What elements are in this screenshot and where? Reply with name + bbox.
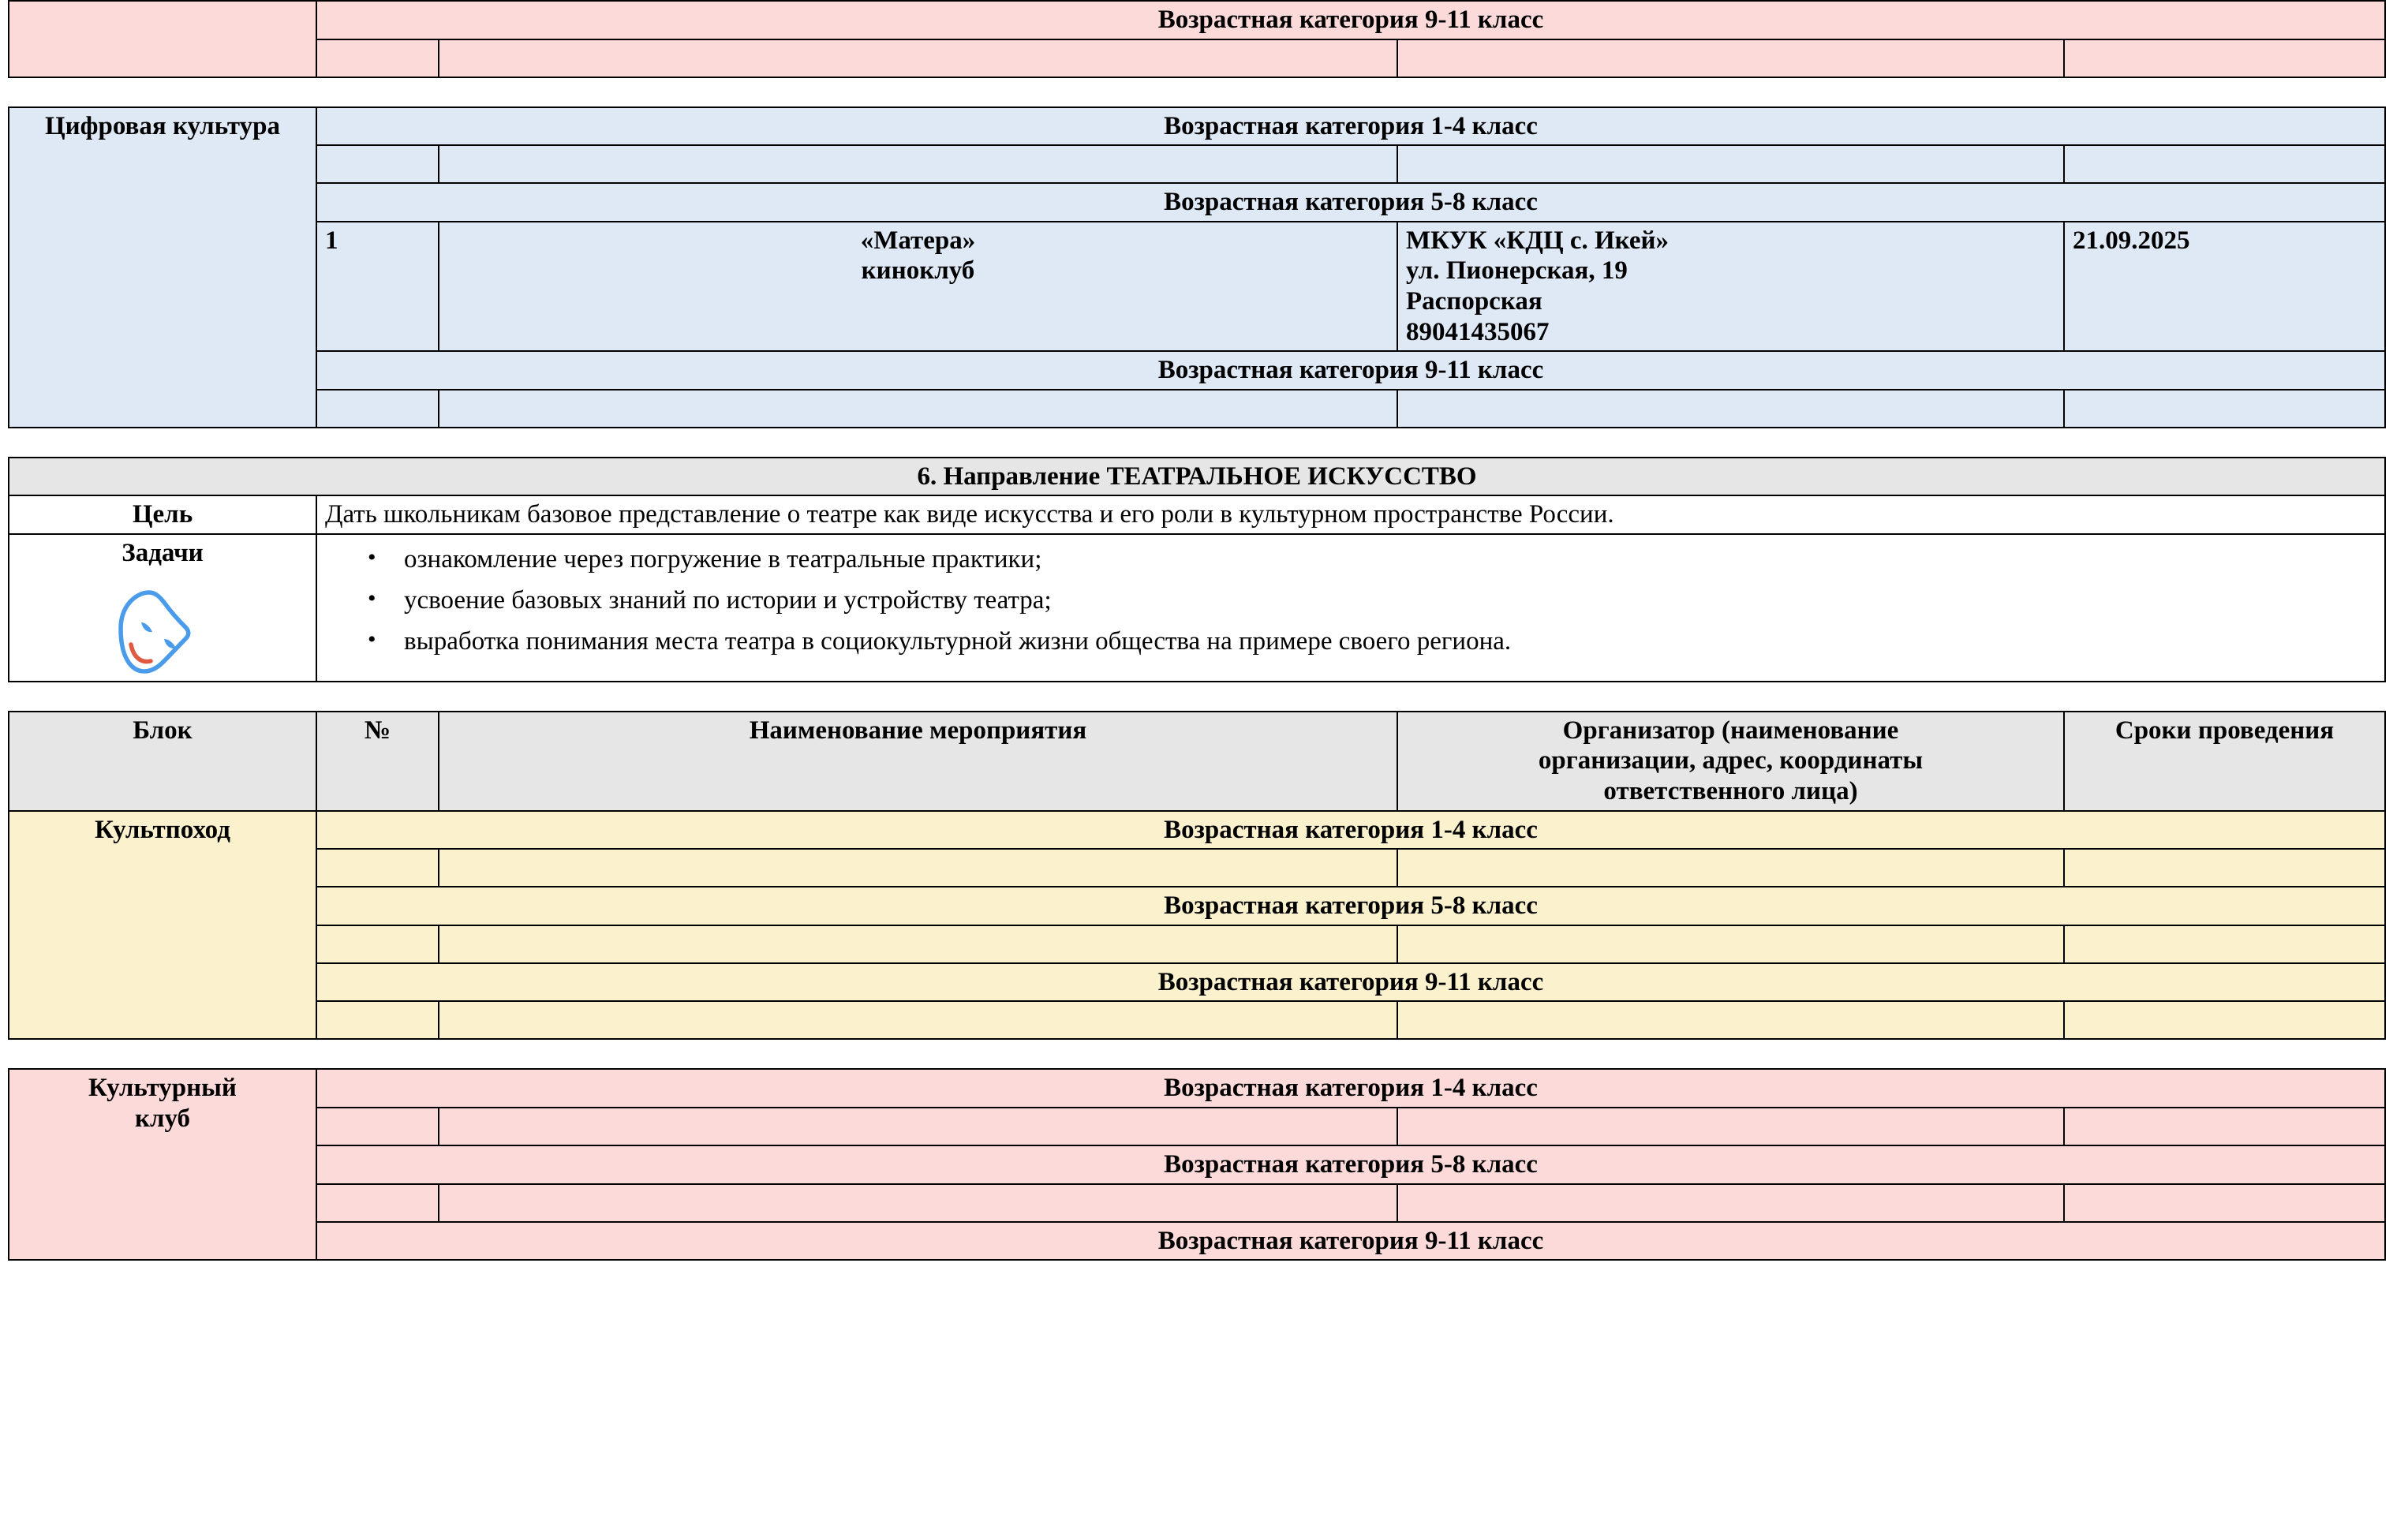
table-row [9, 458, 2385, 496]
table-row [9, 145, 2385, 183]
event-dates-cell[interactable] [2064, 1108, 2385, 1145]
goal-label: Цель [9, 495, 316, 534]
list-item: • усвоение базовых знаний по истории и устройству театра; [401, 582, 2376, 620]
section-title: 6. Направление ТЕАТРАЛЬНОЕ ИСКУССТВО [9, 458, 2385, 496]
age-category-header-1-4: Возрастная категория 1-4 класс [316, 107, 2385, 146]
column-header-organizer [1397, 712, 2064, 811]
age-category-header-1-4: Возрастная категория 1-4 класс [316, 811, 2385, 850]
event-name-cell[interactable] [439, 925, 1397, 963]
event-name-cell[interactable] [439, 222, 1397, 351]
column-header-dates: Сроки проведения [2064, 712, 2385, 811]
table-header-row [9, 712, 2385, 811]
table-row [9, 1069, 2385, 1108]
top-pink-block-table [8, 0, 2386, 78]
table-row [9, 963, 2385, 1002]
block-label-kultpohod: Культпоход [9, 811, 316, 1040]
block-label-digital-culture: Цифровая культура [9, 107, 316, 428]
section-gap [8, 1040, 2384, 1068]
table-row [9, 39, 2385, 77]
table-row [9, 1108, 2385, 1145]
event-organizer-cell[interactable] [1397, 1184, 2064, 1222]
event-number-cell[interactable] [316, 1001, 439, 1039]
age-category-header-5-8: Возрастная категория 5-8 класс [316, 1145, 2385, 1184]
block-label-line2: клуб [134, 1104, 191, 1133]
table-row [9, 1222, 2385, 1261]
table-row [9, 1184, 2385, 1222]
event-name-cell[interactable] [439, 1184, 1397, 1222]
event-organizer-cell[interactable] [1397, 145, 2064, 183]
organizer-phone: 89041435067 [1406, 317, 1550, 346]
tasks-label: Задачи [122, 539, 204, 568]
organizer-header-line1: Организатор (наименование [1562, 716, 1899, 745]
event-name-cell[interactable] [439, 145, 1397, 183]
section-gap [8, 78, 2384, 106]
table-row [9, 351, 2385, 390]
event-name-cell[interactable] [439, 849, 1397, 887]
event-dates-cell[interactable] [2064, 1184, 2385, 1222]
organizer-header-line2: организации, адрес, координаты [1538, 746, 1924, 775]
table-row [9, 849, 2385, 887]
tasks-cell [316, 534, 2385, 682]
event-organizer-cell[interactable] [1397, 222, 2064, 351]
event-number-cell[interactable] [316, 145, 439, 183]
event-number-cell[interactable] [316, 1184, 439, 1222]
block-label-cell [9, 1, 316, 77]
event-name-cell[interactable] [439, 390, 1397, 428]
section-gap [8, 682, 2384, 711]
column-header-block: Блок [9, 712, 316, 811]
age-category-header-9-11: Возрастная категория 9-11 класс [316, 351, 2385, 390]
table-row [9, 1, 2385, 39]
event-dates-cell[interactable] [2064, 1001, 2385, 1039]
event-dates-cell[interactable]: 21.09.2025 [2064, 222, 2385, 351]
event-organizer-cell[interactable] [1397, 39, 2064, 77]
column-header-number: № [316, 712, 439, 811]
theatre-section-table [8, 457, 2386, 682]
organizer-header-line3: ответственного лица) [1603, 776, 1858, 805]
organizer-name: МКУК «КДЦ с. Икей» [1406, 226, 1670, 255]
event-dates-cell[interactable] [2064, 849, 2385, 887]
organizer-address: ул. Пионерская, 19 [1406, 256, 1628, 286]
block-label-line1: Культурный [88, 1074, 237, 1103]
event-dates-cell[interactable] [2064, 390, 2385, 428]
table-row [9, 1145, 2385, 1184]
age-category-header-1-4: Возрастная категория 1-4 класс [316, 1069, 2385, 1108]
age-category-header-9-11: Возрастная категория 9-11 класс [316, 1222, 2385, 1261]
list-item: • выработка понимания места театра в социокультурной жизни общества на примере своего региона. [401, 623, 2376, 661]
table-row [9, 390, 2385, 428]
event-organizer-cell[interactable] [1397, 1001, 2064, 1039]
event-name-cell[interactable] [439, 1001, 1397, 1039]
event-organizer-cell[interactable] [1397, 390, 2064, 428]
tasks-list [325, 541, 2376, 661]
table-row [9, 887, 2385, 925]
event-dates-cell[interactable] [2064, 145, 2385, 183]
age-category-header-5-8: Возрастная категория 5-8 класс [316, 887, 2385, 925]
age-category-header: Возрастная категория 9-11 класс [316, 1, 2385, 39]
section-gap [8, 428, 2384, 457]
event-dates-cell[interactable] [2064, 925, 2385, 963]
digital-culture-table [8, 106, 2386, 428]
event-dates-cell[interactable] [2064, 39, 2385, 77]
event-number-cell[interactable] [316, 925, 439, 963]
table-row [9, 925, 2385, 963]
table-row [9, 107, 2385, 146]
block-label-kulturny-klub [9, 1069, 316, 1260]
goal-text: Дать школьникам базовое представление о театре как виде искусства и его роли в культурном пространстве России. [316, 495, 2385, 534]
tasks-label-cell [9, 534, 316, 682]
event-organizer-cell[interactable] [1397, 925, 2064, 963]
column-header-event-name: Наименование мероприятия [439, 712, 1397, 811]
event-organizer-cell[interactable] [1397, 1108, 2064, 1145]
event-name-cell[interactable] [439, 39, 1397, 77]
organizer-contact-person: Распорская [1406, 287, 1542, 316]
table-row [9, 222, 2385, 351]
event-number-cell[interactable] [316, 390, 439, 428]
list-item: • ознакомление через погружение в театральные практики; [401, 541, 2376, 579]
event-name-line1: «Матера» [860, 226, 976, 255]
kulturny-klub-table [8, 1068, 2386, 1261]
event-name-cell[interactable] [439, 1108, 1397, 1145]
age-category-header-9-11: Возрастная категория 9-11 класс [316, 963, 2385, 1002]
event-number-cell[interactable] [316, 849, 439, 887]
table-row [9, 811, 2385, 850]
age-category-header-5-8: Возрастная категория 5-8 класс [316, 183, 2385, 222]
kultpohod-table [8, 711, 2386, 1041]
event-organizer-cell[interactable] [1397, 849, 2064, 887]
table-row [9, 495, 2385, 534]
event-number-cell[interactable]: 1 [316, 222, 439, 351]
event-number-cell[interactable] [316, 1108, 439, 1145]
table-row [9, 1001, 2385, 1039]
theater-mask-icon [103, 583, 222, 678]
table-row [9, 183, 2385, 222]
table-row [9, 534, 2385, 682]
event-number-cell[interactable] [316, 39, 439, 77]
event-name-line2: киноклуб [861, 256, 975, 286]
